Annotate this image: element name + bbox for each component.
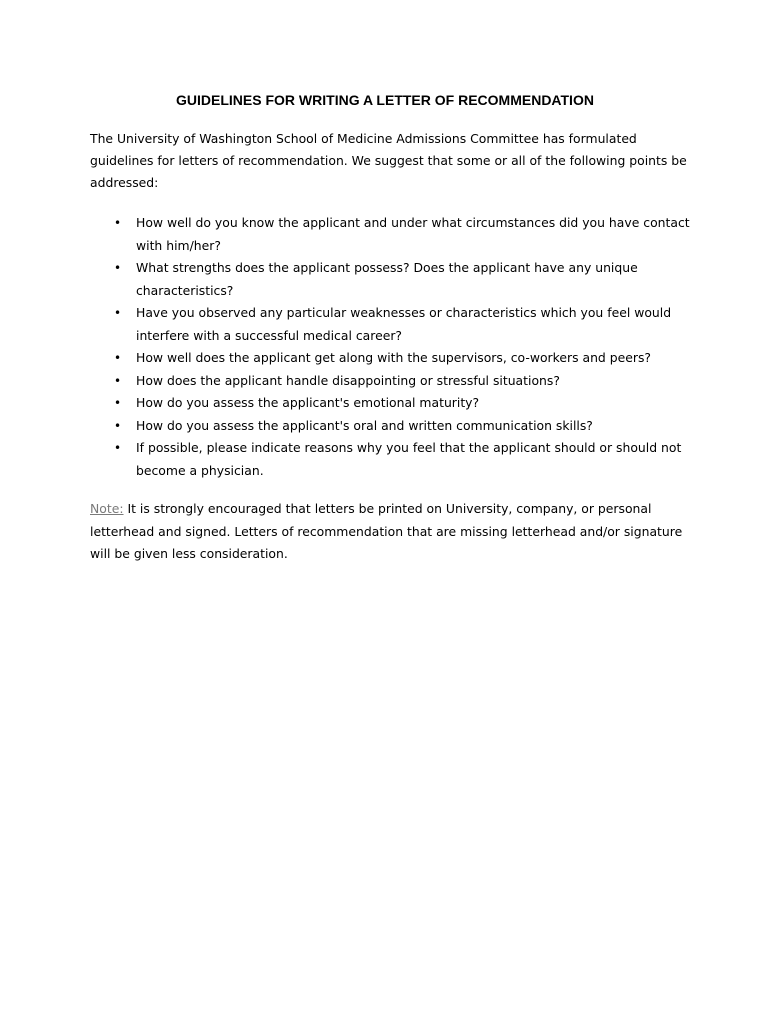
bullet-icon: • [114,261,122,275]
guideline-list [90,212,690,482]
bullet-icon: • [114,216,122,230]
bullet-icon: • [114,396,122,410]
list-item-text: How do you assess the applicant's oral and written communication skills? [136,417,593,433]
list-item [90,302,690,347]
list-item-text: How well do you know the applicant and under what circumstances did you have contact with him/her? [136,215,690,253]
list-item-text: Have you observed any particular weaknesses or characteristics which you feel would interfere with a successful medical career? [136,305,672,343]
list-item [90,370,690,393]
bullet-icon: • [114,418,122,433]
document-title: GUIDELINES FOR WRITING A LETTER OF RECOMMENDATION [176,92,594,108]
bullet-icon: • [114,306,122,320]
list-item-text: How do you assess the applicant's emotional maturity? [136,395,480,410]
bullet-icon: • [114,351,122,365]
list-item [90,437,690,482]
list-item [90,212,690,257]
bullet-icon: • [114,373,122,388]
note-label: Note: [90,501,124,516]
intro-paragraph: The University of Washington School of Medicine Admissions Committee has formulated guidelines for letters of recommendation. We suggest that some or all of the following points be addressed: [90,131,687,190]
list-item [90,257,690,302]
bullet-icon: • [114,441,122,455]
list-item-text: How does the applicant handle disappointing or stressful situations? [136,372,560,388]
list-item-text: What strengths does the applicant possess? Does the applicant have any unique characteristics? [136,260,638,298]
list-item-text: How well does the applicant get along with the supervisors, co-workers and peers? [136,350,651,365]
list-item [90,347,690,370]
list-item [90,415,690,438]
note-paragraph [90,498,690,566]
list-item-text: If possible, please indicate reasons why you feel that the applicant should or should not become a physician. [136,440,682,478]
note-text: It is strongly encouraged that letters be printed on University, company, or personal letterhead and signed. Letters of recommendation that are missing letterhead and/or signature will be given less consideration. [90,501,683,561]
list-item [90,392,690,415]
